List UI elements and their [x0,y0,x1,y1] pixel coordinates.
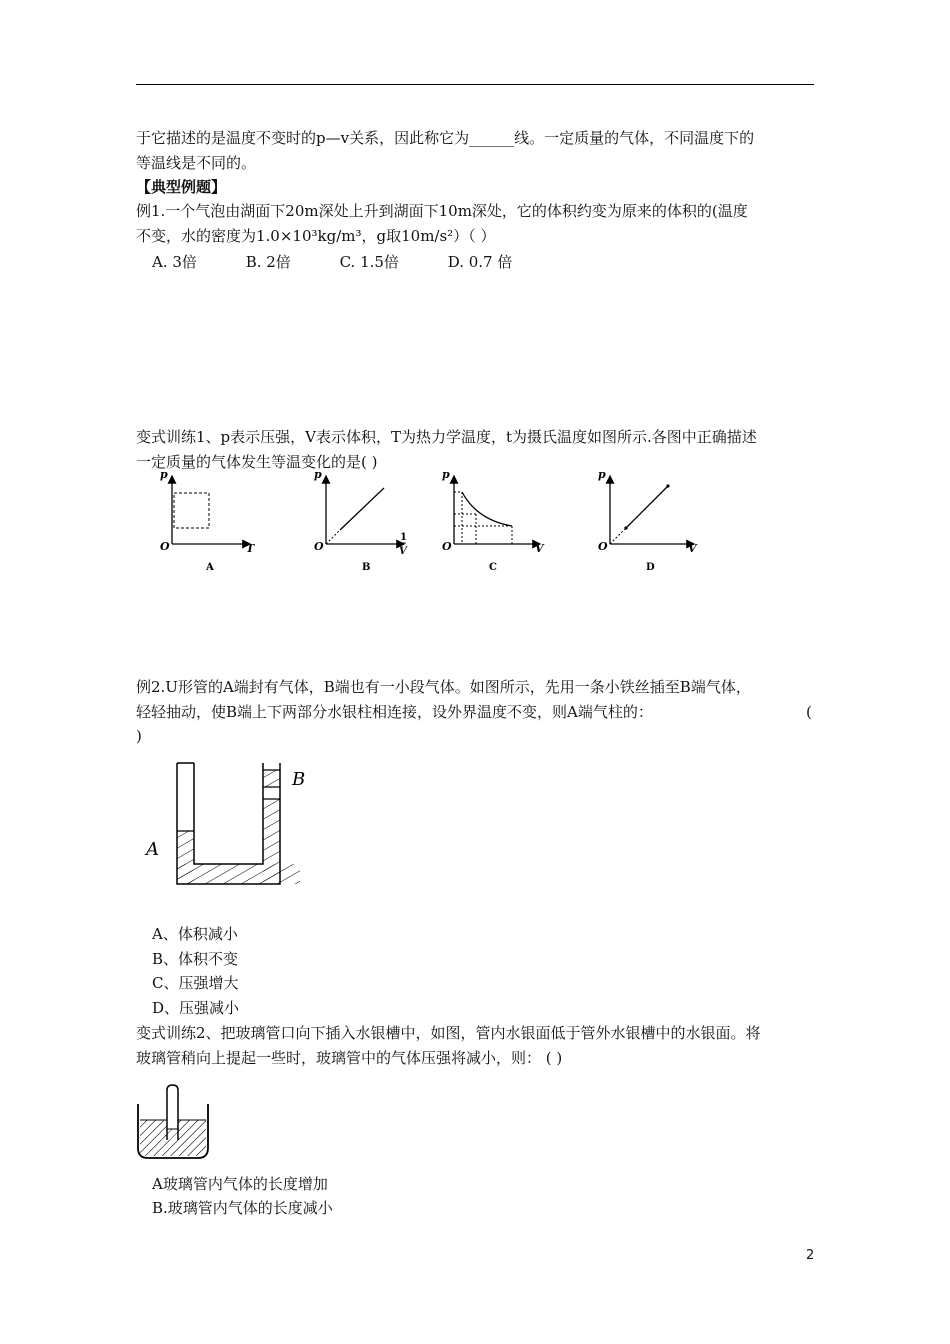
graph-c-label: C [489,562,497,573]
example-2-option-c: C、压强增大 [152,974,239,992]
example-2-line-2: 轻轻抽动，使B端上下两部分水银柱相连接，设外界温度不变，则A端气柱的： [136,703,653,721]
page-number: 2 [806,1248,815,1263]
example-2-option-d: D、压强减小 [152,999,240,1017]
graph-a-y-label: p [160,468,168,481]
graph-c-y-label: p [442,468,450,481]
example-1-line-1: 例1.一个气泡由湖面下20m深处上升到湖面下10m深处，它的体积约变为原来的体积的(温度 [136,202,748,220]
intro-line-2: 等温线是不同的。 [136,154,257,172]
example-2-option-b: B、体积不变 [152,950,239,968]
graph-d-dashed-extension [610,528,626,544]
graph-c-origin: O [442,540,452,553]
graph-b-x-num: 1 [400,532,407,543]
example-2-paren-close: ) [136,727,142,745]
example-1-option-c: C. 1.5倍 [339,253,399,271]
graph-a [150,470,270,580]
graph-b-origin: O [314,540,324,553]
graph-a-x-label: T [246,542,255,555]
graph-a-origin: O [160,540,170,553]
graph-a-label: A [206,562,214,573]
example-1-option-d: D. 0.7 倍 [447,253,513,271]
graph-b-line [340,488,384,530]
variant-2-option-a: A玻璃管内气体的长度增加 [152,1175,328,1193]
graph-c-hyperbola [462,492,512,526]
example-1-options [152,250,556,274]
graph-c [432,470,552,580]
u-tube-label-a: A [146,839,159,860]
example-2-paren-open: ( [806,703,812,721]
graph-b-dashed-extension [326,530,340,544]
variant-2-line-2: 玻璃管稍向上提起一些时，玻璃管中的气体压强将减小，则： ( ) [136,1049,563,1067]
graph-d [588,470,708,580]
graph-b-y-label: p [314,468,322,481]
graph-d-x-label: V [688,542,697,555]
mercury-trough-diagram [134,1082,214,1162]
example-1-option-b: B. 2倍 [245,253,291,271]
example-1-option-a: A. 3倍 [152,253,197,271]
graph-b-x-den: V [399,546,407,557]
graph-d-y-label: p [598,468,606,481]
graph-a-dashed-rect [174,493,209,528]
u-tube-label-b: B [292,769,306,790]
example-2-option-a: A、体积减小 [152,925,238,943]
section-title: 【典型例题】 [136,178,227,196]
header-rule [136,84,814,85]
variant-2-line-1: 变式训练2、把玻璃管口向下插入水银槽中，如图，管内水银面低于管外水银槽中的水银面。将 [136,1024,761,1042]
graph-d-origin: O [598,540,608,553]
intro-line-1: 于它描述的是温度不变时的p—v关系，因此称它为______线。一定质量的气体，不同温度下的 [136,129,755,147]
graph-b [304,470,424,580]
example-1-line-2: 不变，水的密度为1.0×10³kg/m³，g取10m/s²）（ ） [136,227,496,245]
graph-d-line [626,486,668,528]
variant-1-line-2: 一定质量的气体发生等温变化的是( ) [136,453,378,471]
graph-b-label: B [362,562,371,573]
variant-2-option-b: B.玻璃管内气体的长度减小 [152,1199,333,1217]
graph-d-label: D [646,562,655,573]
graph-c-x-label: V [535,542,544,555]
u-tube-diagram [140,755,320,890]
variant-1-line-1: 变式训练1、p表示压强，V表示体积，T为热力学温度，t为摄氏温度如图所示.各图中正确描述 [136,428,757,446]
example-2-line-1: 例2.U形管的A端封有气体，B端也有一小段气体。如图所示，先用一条小铁丝插至B端气体， [136,678,751,696]
